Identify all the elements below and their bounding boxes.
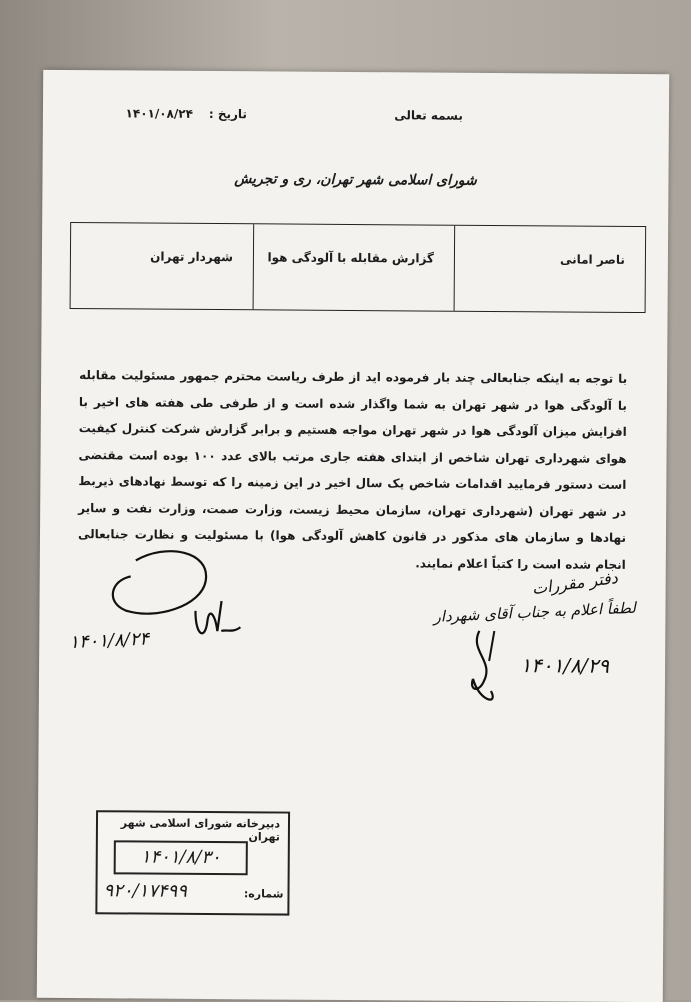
stamp-number-label: شماره: xyxy=(243,887,284,901)
secretariat-stamp xyxy=(95,810,290,915)
info-table xyxy=(70,222,647,313)
letter-body: با توجه به اینکه جنابعالی چند بار فرموده اید از طرف ریاست محترم جمهور مسئولیت مقابله با آلودگی هوا در شهر تهران به شما واگذار شده است و از طرفی طی هفته های اخیر با افزایش میزان آلودگی هوا در شهر تهران مواجه هستیم و برابر گزارش شرکت کنترل کیفیت هوای شهرداری تهران شاخص از ابتدای هفته جاری مرتب بالای عدد ۱۰۰ بوده است مقتضی است دستور فرمایید اقدامات شاخص یک سال اخیر در این زمینه را که توسط نهادهای ذیربط در شهر تهران (شهرداری تهران، سازمان محیط زیست، وزارت صمت، وزارت نفت و سایر نهادها و سازمان های مذکور در قانون کاهش آلودگی هوا) با مسئولیت و نظارت جنابعالی انجام شده است را کتباً اعلام نمایند. xyxy=(77,368,628,572)
handwritten-referral-line1: دفتر مقررات xyxy=(530,567,619,599)
date-value: ۱۴۰۱/۰۸/۲۴ xyxy=(125,106,193,121)
handwritten-referral-date: ۱۴۰۱/۸/۲۹ xyxy=(520,653,610,678)
date-label: تاریخ : xyxy=(208,106,247,122)
handwritten-left-date: ۱۴۰۱/۸/۲۴ xyxy=(68,628,150,654)
council-title: شورای اسلامی شهر تهران، ری و تجریش xyxy=(234,171,477,189)
handwritten-referral-line2: لطفاً اعلام به جناب آقای شهردار xyxy=(432,598,636,626)
letter-sheet xyxy=(37,70,669,1002)
bismillah: بسمه تعالی xyxy=(394,108,463,123)
from-cell xyxy=(454,226,646,312)
stamp-title: دبیرخانه شورای اسلامی شهر تهران xyxy=(120,816,281,844)
right-signature-icon xyxy=(439,621,520,712)
to-cell xyxy=(71,223,254,309)
stamp-date: ۱۴۰۱/۸/۳۰ xyxy=(114,840,248,875)
stamp-number: ۹۲۰/۱۷۴۹۹ xyxy=(103,880,188,902)
letter-header xyxy=(73,106,633,134)
to-name: شهردار تهران xyxy=(150,249,233,265)
subject-cell xyxy=(253,224,455,310)
from-name: ناصر امانی xyxy=(559,252,625,267)
subject-text: گزارش مقابله با آلودگی هوا xyxy=(267,250,434,266)
